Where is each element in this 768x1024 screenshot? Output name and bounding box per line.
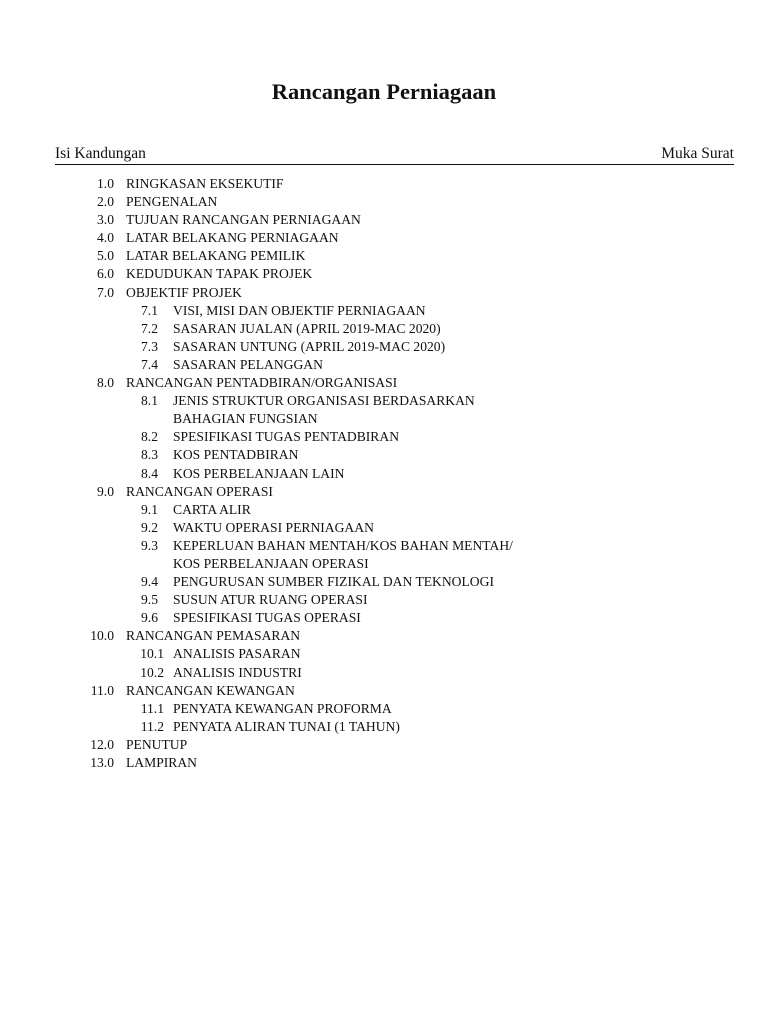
toc-entry-title: SPESIFIKASI TUGAS OPERASI — [173, 610, 361, 626]
toc-entry-title: BAHAGIAN FUNGSIAN — [173, 411, 318, 427]
toc-entry — [0, 754, 768, 772]
toc-entry-title: KOS PERBELANJAAN OPERASI — [173, 555, 369, 571]
toc-entry-number: 9.0 — [97, 483, 114, 499]
table-of-contents — [0, 175, 768, 772]
toc-entry-title: RINGKASAN EKSEKUTIF — [126, 176, 284, 191]
toc-entry-title: PENYATA KEWANGAN PROFORMA — [173, 700, 392, 716]
toc-entry-title: KEPERLUAN BAHAN MENTAH/KOS BAHAN MENTAH/ — [173, 537, 513, 553]
toc-entry-number: 8.4 — [141, 465, 158, 481]
toc-entry-number: 1.0 — [97, 176, 114, 191]
toc-entry — [0, 193, 768, 211]
toc-entry-title: RANCANGAN OPERASI — [126, 483, 273, 499]
toc-entry — [0, 465, 768, 483]
toc-entry-title: RANCANGAN PENTADBIRAN/ORGANISASI — [126, 375, 398, 391]
toc-entry — [0, 645, 768, 663]
toc-entry-title: SASARAN PELANGGAN — [173, 356, 323, 372]
toc-entry-number: 7.3 — [141, 338, 158, 354]
toc-entry — [0, 410, 768, 428]
toc-entry — [0, 211, 768, 229]
toc-entry-title: LATAR BELAKANG PERNIAGAAN — [126, 230, 339, 246]
toc-entry — [0, 609, 768, 627]
toc-entry-number: 8.3 — [141, 447, 158, 463]
toc-entry-title: SPESIFIKASI TUGAS PENTADBIRAN — [173, 429, 400, 445]
toc-entry-number: 9.2 — [141, 519, 158, 535]
toc-entry-number: 7.1 — [141, 302, 158, 318]
toc-entry-number: 13.0 — [90, 755, 114, 770]
toc-entry-number: 10.1 — [140, 646, 164, 662]
toc-entry-title: KOS PERBELANJAAN LAIN — [173, 465, 345, 481]
toc-entry — [0, 428, 768, 446]
toc-entry-number: 8.2 — [141, 429, 158, 445]
toc-entry — [0, 736, 768, 754]
toc-entry-title: ANALISIS PASARAN — [173, 646, 301, 662]
toc-entry — [0, 284, 768, 302]
toc-entry-number: 12.0 — [90, 736, 114, 752]
toc-entry — [0, 229, 768, 247]
toc-entry-number: 9.1 — [141, 501, 158, 517]
toc-entry-number: 8.1 — [141, 393, 158, 409]
toc-entry — [0, 338, 768, 356]
toc-entry-title: PENGURUSAN SUMBER FIZIKAL DAN TEKNOLOGI — [173, 574, 494, 590]
toc-entry-title: RANCANGAN KEWANGAN — [126, 682, 295, 698]
toc-entry-title: OBJEKTIF PROJEK — [126, 284, 242, 300]
page-title: Rancangan Perniagaan — [271, 79, 497, 104]
toc-entry-number: 6.0 — [97, 266, 114, 282]
toc-entry-title: WAKTU OPERASI PERNIAGAAN — [173, 519, 374, 535]
toc-entry — [0, 446, 768, 464]
toc-entry-number: 9.4 — [141, 574, 158, 590]
toc-entry-title: VISI, MISI DAN OBJEKTIF PERNIAGAAN — [173, 302, 426, 318]
toc-entry — [0, 483, 768, 501]
toc-entry-title: LATAR BELAKANG PEMILIK — [126, 248, 306, 264]
toc-entry-number: 5.0 — [97, 248, 114, 264]
toc-entry-title: PENUTUP — [126, 736, 188, 752]
toc-entry — [0, 573, 768, 591]
toc-entry-number: 7.4 — [141, 356, 158, 372]
toc-header-contents-label: Isi Kandungan — [55, 145, 146, 162]
toc-entry — [0, 519, 768, 537]
toc-entry — [0, 537, 768, 555]
toc-entry-title: CARTA ALIR — [173, 501, 251, 517]
toc-entry-number: 11.1 — [140, 700, 164, 716]
toc-entry-title: JENIS STRUKTUR ORGANISASI BERDASARKAN — [173, 393, 475, 409]
toc-entry-number: 4.0 — [97, 230, 114, 246]
toc-entry — [0, 627, 768, 645]
toc-entry-number: 7.0 — [97, 284, 114, 300]
toc-header-page-label: Muka Surat — [661, 145, 734, 162]
toc-entry-title: LAMPIRAN — [126, 755, 197, 770]
toc-entry — [0, 501, 768, 519]
toc-entry — [0, 175, 768, 193]
toc-entry — [0, 374, 768, 392]
toc-entry-number: 3.0 — [97, 212, 114, 228]
toc-entry-title: SUSUN ATUR RUANG OPERASI — [173, 592, 368, 608]
toc-entry — [0, 247, 768, 265]
toc-entry-number: 10.2 — [140, 664, 164, 680]
toc-entry-number: 8.0 — [97, 375, 114, 391]
toc-entry-title: PENGENALAN — [126, 194, 218, 210]
toc-entry — [0, 392, 768, 410]
toc-entry — [0, 265, 768, 283]
toc-entry — [0, 320, 768, 338]
toc-entry-title: ANALISIS INDUSTRI — [173, 664, 302, 680]
toc-entry-number: 11.0 — [90, 682, 114, 698]
toc-entry-number: 9.6 — [141, 610, 158, 626]
toc-entry-title: TUJUAN RANCANGAN PERNIAGAAN — [126, 212, 361, 228]
toc-entry-number: 2.0 — [97, 194, 114, 210]
toc-entry — [0, 664, 768, 682]
toc-header — [55, 144, 734, 165]
toc-entry-title: RANCANGAN PEMASARAN — [126, 628, 301, 644]
toc-entry-title: PENYATA ALIRAN TUNAI (1 TAHUN) — [173, 718, 400, 734]
toc-entry — [0, 700, 768, 718]
toc-entry — [0, 591, 768, 609]
toc-entry-number: 9.3 — [141, 537, 158, 553]
toc-entry — [0, 718, 768, 736]
toc-entry — [0, 302, 768, 320]
toc-entry-number: 10.0 — [90, 628, 114, 644]
toc-entry-number: 11.2 — [140, 718, 164, 734]
toc-entry-number: 9.5 — [141, 592, 158, 608]
toc-entry-title: KEDUDUKAN TAPAK PROJEK — [126, 266, 313, 282]
toc-entry — [0, 555, 768, 573]
toc-entry-title: SASARAN JUALAN (APRIL 2019-MAC 2020) — [173, 320, 441, 336]
toc-entry — [0, 356, 768, 374]
toc-entry — [0, 682, 768, 700]
toc-entry-title: KOS PENTADBIRAN — [173, 447, 299, 463]
toc-entry-number: 7.2 — [141, 320, 158, 336]
toc-entry-title: SASARAN UNTUNG (APRIL 2019-MAC 2020) — [173, 338, 446, 354]
